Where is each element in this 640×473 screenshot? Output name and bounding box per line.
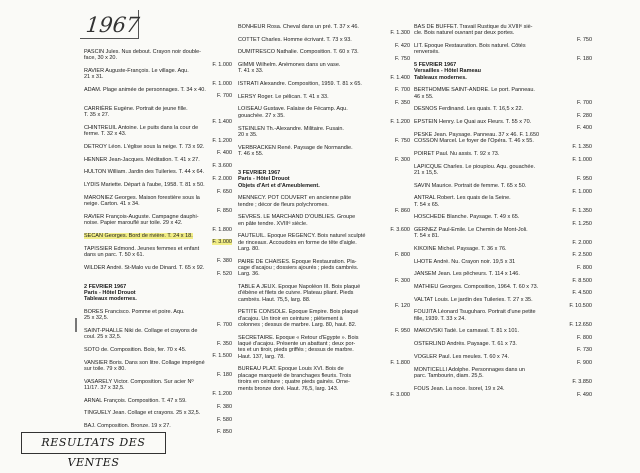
lot-description: RAVIER Auguste-François. Le village. Aqu. <box>84 68 189 75</box>
lot-price: F. 1.800 <box>390 360 410 367</box>
sale-heading: Tableaux modernes. <box>414 74 467 81</box>
lot-description: VANSIER Boris. Dans son litre. Collage imprégné <box>84 359 205 366</box>
lot-price: F. 120 <box>395 303 410 310</box>
lot-description: BORES Francisco. Pomme et poire. Aqu. <box>84 308 185 315</box>
lot-description: 20 x 35. <box>238 131 258 138</box>
lot-price: F. 900 <box>577 360 592 367</box>
lot-description: 25 x 32,5. <box>84 315 109 322</box>
lot-price: F. 350 <box>395 100 410 107</box>
lot-description: laqué d'acajou. Présente un abattant ; deux por- <box>238 341 356 348</box>
sale-heading: Versailles - Hôtel Rameau <box>414 68 481 75</box>
lot-price: F. 850 <box>217 207 232 214</box>
lot-description: DESNOS Ferdinand. Les quais. T. 16,5 x 22. <box>414 106 524 113</box>
lot-description: PETITE CONSOLE. Epoque Empire. Bois plaqué <box>238 309 359 316</box>
lot-price: F. 3.000 <box>390 391 410 398</box>
lot-price: F. 1.400 <box>212 118 232 125</box>
lot-description: SAINT-PHALLE Niki de. Collage et crayons de <box>84 327 198 334</box>
lot-description: BONHEUR Rosa. Cheval dans un pré. T. 37 x 46. <box>238 24 359 30</box>
lot-description: tiroirs en ceinture ; quatre pieds gainés. Orne- <box>238 379 350 386</box>
lot-description: cle. Bois naturel ouvrant par deux portes. <box>414 30 515 37</box>
lot-price: F. 2.000 <box>572 239 592 246</box>
lot-description: MENNECY. POT COUVERT en ancienne pâte <box>238 195 352 202</box>
lot-description: sur toile. 79 x 80. <box>84 366 126 373</box>
lot-price: F. 1.250 <box>572 220 592 227</box>
lot-price: F. 1.200 <box>390 119 410 126</box>
lot-description: renversés. <box>414 49 440 56</box>
lot-description: HULTON William. Jardin des Tuileries. T. 44 x 64. <box>84 169 205 176</box>
lot-description: Larg. 36. <box>238 271 260 278</box>
lot-price: F. 2.000 <box>212 175 232 182</box>
lot-description: TAPISSIER Edmond. Jeunes femmes et enfant <box>84 245 200 252</box>
lot-description: OSTERLIND Andrès. Paysage. T. 61 x 73. <box>414 341 517 348</box>
lot-price: F. 1.300 <box>390 30 410 37</box>
lot-description: VERBRACKEN René. Paysage de Normandie. <box>238 144 353 151</box>
lot-price: F. 1.350 <box>572 207 592 214</box>
lot-description: 11/17. 37 x 32,5. <box>84 385 125 392</box>
lot-price: F. 2.500 <box>572 252 592 259</box>
lot-description: VOGLER Paul. Les meules. T. 60 x 74. <box>414 353 509 360</box>
lot-description: CHINTREUIL Antoine. Le puits dans la cour de <box>84 125 199 132</box>
lot-description: coul. 25 x 32,5. <box>84 334 122 341</box>
lot-price: F. 800 <box>577 334 592 341</box>
lot-description: BAS DE BUFFET. Travail Rustique du XVIIIᵉ siè- <box>414 24 533 30</box>
lot-price: F. 1.000 <box>572 157 592 164</box>
lot-description: colonnes ; dessus de marbre. Larg. 80, haut. 82. <box>238 322 357 329</box>
lot-description: placage marqueté de branchages fleuris. Trois <box>238 372 352 379</box>
lot-price: F. 180 <box>577 55 592 62</box>
results-banner: RESULTATS DES VENTES <box>21 432 166 454</box>
column-1 <box>84 49 232 436</box>
lot-description: WILDER André. St-Malo vu de Dinard. T. 65 x 92. <box>84 264 205 271</box>
lot-description: noise. Papier marouflé sur toile. 29 x 42. <box>84 220 183 227</box>
lot-price: F. 750 <box>395 138 410 145</box>
lot-price: F. 950 <box>395 328 410 335</box>
lot-description: FOUS Jean. La noce. Isorel, 19 x 24. <box>414 385 505 392</box>
lot-description: T. 46 x 55. <box>238 150 264 157</box>
lot-description: LYDIS Mariette. Départ à l'aube, 1958. T. 81 x 50. <box>84 182 205 189</box>
lot-description: cage d'acajou ; dossiers ajourés ; pieds cambrés. <box>238 264 359 271</box>
lot-description: GIMMI Wilhelm. Anémones dans un vase. <box>238 62 341 69</box>
lot-price: F. 650 <box>217 188 232 195</box>
lot-price: F. 380 <box>217 404 232 411</box>
highlighted-lot: SECAN Georges. Bord de rivière. T. 24 x 18. <box>84 232 193 239</box>
lot-price: F. 420 <box>395 43 410 50</box>
lot-description: MAKOVSKI Tadé. Le carnaval. T. 81 x 101. <box>414 328 519 335</box>
lot-price: F. 700 <box>217 93 232 100</box>
lot-price: F. 12.650 <box>569 322 592 329</box>
sale-heading: Objets d'Art et d'Ameublement. <box>238 182 320 189</box>
lot-description: PESKE Jean. Paysage. Panneau. 37 x 46. F. 1.650 <box>414 131 540 138</box>
lot-description: SEVRES. LE MARCHAND D'OUBLIES. Groupe <box>238 214 356 221</box>
lot-description: MARONIEZ Georges. Maison forestière sous la <box>84 194 200 201</box>
lot-description: COTTET Charles. Homme écrivant. T. 73 x 93. <box>238 36 352 43</box>
lot-price: F. 700 <box>577 100 592 107</box>
lot-price: F. 300 <box>395 157 410 164</box>
lot-price: F. 10.500 <box>569 303 592 310</box>
lot-price: F. 400 <box>217 150 232 157</box>
lot-description: FOUJITA Léonard Tsuguharo. Portrait d'une petite <box>414 309 536 316</box>
lot-price: F. 1.200 <box>212 137 232 144</box>
lot-price: F. 1.000 <box>572 188 592 195</box>
lot-price: F. 380 <box>217 258 232 265</box>
lot-description: Haut. 137, larg. 78. <box>238 353 285 360</box>
column-2 <box>238 24 410 398</box>
lot-price: F. 3.850 <box>572 379 592 386</box>
sale-heading: Paris - Hôtel Drouot <box>238 176 290 183</box>
lot-price: F. 860 <box>395 207 410 214</box>
lot-description: DUMITRESCO Nathalie. Composition. T. 60 x 73. <box>238 49 359 56</box>
lot-description: TABLE A JEUX. Epoque Napoléon III. Bois plaqué <box>238 284 361 290</box>
lot-price: F. 580 <box>217 416 232 423</box>
lot-description: neige. Carton. 41 x 34. <box>84 201 140 208</box>
lot-price: F. 1.800 <box>212 226 232 233</box>
lot-description: face, 30 x 20. <box>84 55 118 62</box>
lot-description: dans un parc. T. 50 x 61. <box>84 251 145 258</box>
lot-description: POIRET Paul. Nu assis. T. 92 x 73. <box>414 150 500 157</box>
lot-description: T. 54 x 81. <box>414 233 440 240</box>
lot-description: ANTRAL Robert. Les quais de la Seine. <box>414 195 511 202</box>
lot-price: F. 1.200 <box>212 391 232 398</box>
lot-price: F. 730 <box>577 347 592 354</box>
lot-description: SOTO de. Composition. Bois, fer. 70 x 45. <box>84 347 187 354</box>
lot-description: tes et un tiroir, pieds griffés ; dessus de marbre. <box>238 347 354 354</box>
lot-description: T. 54 x 65. <box>414 201 440 208</box>
lot-price: F. 700 <box>217 321 232 328</box>
lot-description: HENNER Jean-Jacques. Méditation. T. 41 x 27. <box>84 156 200 163</box>
lot-description: EPSTEIN Henry. Le Quai aux Fleurs. T. 55 x 70. <box>414 119 532 126</box>
lot-description: 21 x 15,5. <box>414 169 439 176</box>
lot-price: F. 850 <box>217 429 232 436</box>
lot-description: 46 x 55. <box>414 93 434 100</box>
highlighted-lot: F. 3.000 <box>212 239 232 246</box>
lot-description: CARRIÈRE Eugène. Portrait de jeune fille. <box>84 106 188 113</box>
lot-price: F. 3.600 <box>390 226 410 233</box>
lot-description: ments bronze doré. Haut. 76,5, larg. 143. <box>238 385 339 392</box>
lot-description: tendre ; décor de fleurs polychromes. <box>238 201 329 208</box>
handwritten-year-note: 1967 <box>84 13 141 37</box>
margin-mark <box>75 318 77 332</box>
lot-description: BAJ. Composition. Bronze. 19 x 27. <box>84 423 171 430</box>
lot-description: MATHIEU Georges. Composition, 1964. T. 60 x 73. <box>414 284 539 291</box>
lot-description: d'ébène et filets de cuivre. Plateau pliant. Pieds <box>238 290 354 297</box>
lot-price: F. 1.500 <box>212 353 232 360</box>
lot-price: F. 700 <box>395 87 410 94</box>
lot-price: F. 400 <box>577 125 592 132</box>
lot-description: parc. Tambourin, diam. 25,5. <box>414 372 484 379</box>
lot-description: cambrés. Haut. 75,5, larg. 88. <box>238 296 311 303</box>
lot-description: LERSY Roger. Le pélican. T. 41 x 33. <box>238 93 329 100</box>
lot-price: F. 4.500 <box>572 290 592 297</box>
lot-description: DETROY Léon. L'église sous la neige. T. 73 x 92. <box>84 144 205 151</box>
lot-price: F. 180 <box>217 372 232 379</box>
lot-description: VALTAT Louis. Le jardin des Tuileries. T. 27 x 35. <box>414 296 533 303</box>
lot-description: LOISEAU Gustave. Falaise de Fécamp. Aqu. <box>238 106 348 113</box>
sale-heading: Tableaux modernes. <box>84 296 137 303</box>
lot-description: ISTRATI Alexandre. Composition, 1959. T. 81 x 65. <box>238 81 362 88</box>
lot-description: ferme. T. 32 x 43. <box>84 131 127 138</box>
lot-description: BUREAU PLAT. Epoque Louis XVI. Bois de <box>238 366 344 373</box>
lot-description: FAUTEUIL. Epoque REGENCY. Bois naturel sculpté <box>238 233 366 240</box>
lot-description: RAVIER François-Auguste. Campagne dauphi- <box>84 213 199 220</box>
lot-description: gouachée. 27 x 35. <box>238 112 285 119</box>
lot-description: KIKOINE Michel. Paysage. T. 36 x 76. <box>414 245 507 252</box>
lot-description: GERNEZ Paul-Emile. Le Chemin de Mont-Joli. <box>414 226 528 233</box>
lot-price: F. 750 <box>395 55 410 62</box>
lot-price: F. 350 <box>217 340 232 347</box>
sale-heading: 2 FEVRIER 1967 <box>84 283 127 290</box>
lot-description: d'acajou. Un tiroir en ceinture ; piètement à <box>238 315 343 322</box>
lot-price: F. 1.000 <box>212 61 232 68</box>
lot-description: fille, 1939. T. 33 x 24. <box>414 315 466 322</box>
lot-description: 21 x 31. <box>84 74 104 81</box>
lot-price: F. 520 <box>217 270 232 277</box>
lot-description: ADAM. Plage animée de personnages. T. 34 x 40. <box>84 87 206 94</box>
sale-heading: 3 FEVRIER 1967 <box>238 169 281 176</box>
lot-price: F. 490 <box>577 391 592 398</box>
lot-description: TINGUELY Jean. Collage et crayons. 25 x 32,5. <box>84 410 201 417</box>
column-3 <box>414 24 592 398</box>
lot-description: LIT. Epoque Restauration. Bois naturel. Côtés <box>414 43 526 50</box>
lot-description: VASARELY Victor. Composition. Sur acier Nº <box>84 378 194 385</box>
lot-price: F. 300 <box>395 277 410 284</box>
lot-description: SAVIN Maurice. Portrait de femme. T. 65 x 50. <box>414 182 527 189</box>
lot-description: HOSCHEDE Blanche. Paysage. T. 49 x 65. <box>414 214 520 221</box>
lot-description: ARNAL François. Composition. T. 47 x 59. <box>84 397 187 404</box>
sale-heading: 5 FEVRIER 1967 <box>414 62 457 69</box>
lot-description: PAIRE DE CHAISES. Epoque Restauration. Pla- <box>238 258 357 265</box>
lot-price: F. 3.600 <box>212 163 232 170</box>
lot-price: F. 1.400 <box>390 74 410 81</box>
lot-description: COSSON Marcel. Le foyer de l'Opéra. T. 46 x 55. <box>414 138 534 145</box>
lot-description: LAPICQUE Charles. Le pioupiou. Aqu. gouachée. <box>414 163 536 170</box>
lot-price: F. 950 <box>577 176 592 183</box>
lot-description: de rinceaux. Accoudoirs en forme de tête d'aigle. <box>238 239 357 246</box>
lot-description: T. 41 x 33. <box>238 68 264 75</box>
lot-price: F. 750 <box>577 36 592 43</box>
lot-description: PASCIN Jules. Nus debout. Crayon noir double- <box>84 49 201 55</box>
lot-price: F. 280 <box>577 112 592 119</box>
lot-description: JANSEM Jean. Les pêcheurs. T. 114 x 146. <box>414 271 520 278</box>
sale-heading: Paris - Hôtel Drouot <box>84 289 136 296</box>
lot-description: SECRETAIRE. Epoque « Retour d'Egypte ». Bois <box>238 334 359 341</box>
lot-price: F. 1.350 <box>572 144 592 151</box>
lot-description: BERTHOMME SAINT-ANDRE. Le port. Panneau. <box>414 87 535 94</box>
lot-price: F. 800 <box>395 252 410 259</box>
lot-description: en pâte tendre. XVIIIᵉ siècle. <box>238 220 308 227</box>
lot-description: Larg. 80. <box>238 245 260 252</box>
lot-description: MONTICELLI Adolphe. Personnages dans un <box>414 366 525 373</box>
lot-description: T. 35 x 27. <box>84 112 110 119</box>
lot-price: F. 8.500 <box>572 277 592 284</box>
lot-price: F. 1.000 <box>212 80 232 87</box>
lot-price: F. 800 <box>577 265 592 272</box>
lot-description: STEINLEN Th.-Alexandre. Militaire. Fusain. <box>238 125 344 132</box>
lot-description: LHOTE André. Nu. Crayon noir. 19,5 x 31 <box>414 258 516 265</box>
